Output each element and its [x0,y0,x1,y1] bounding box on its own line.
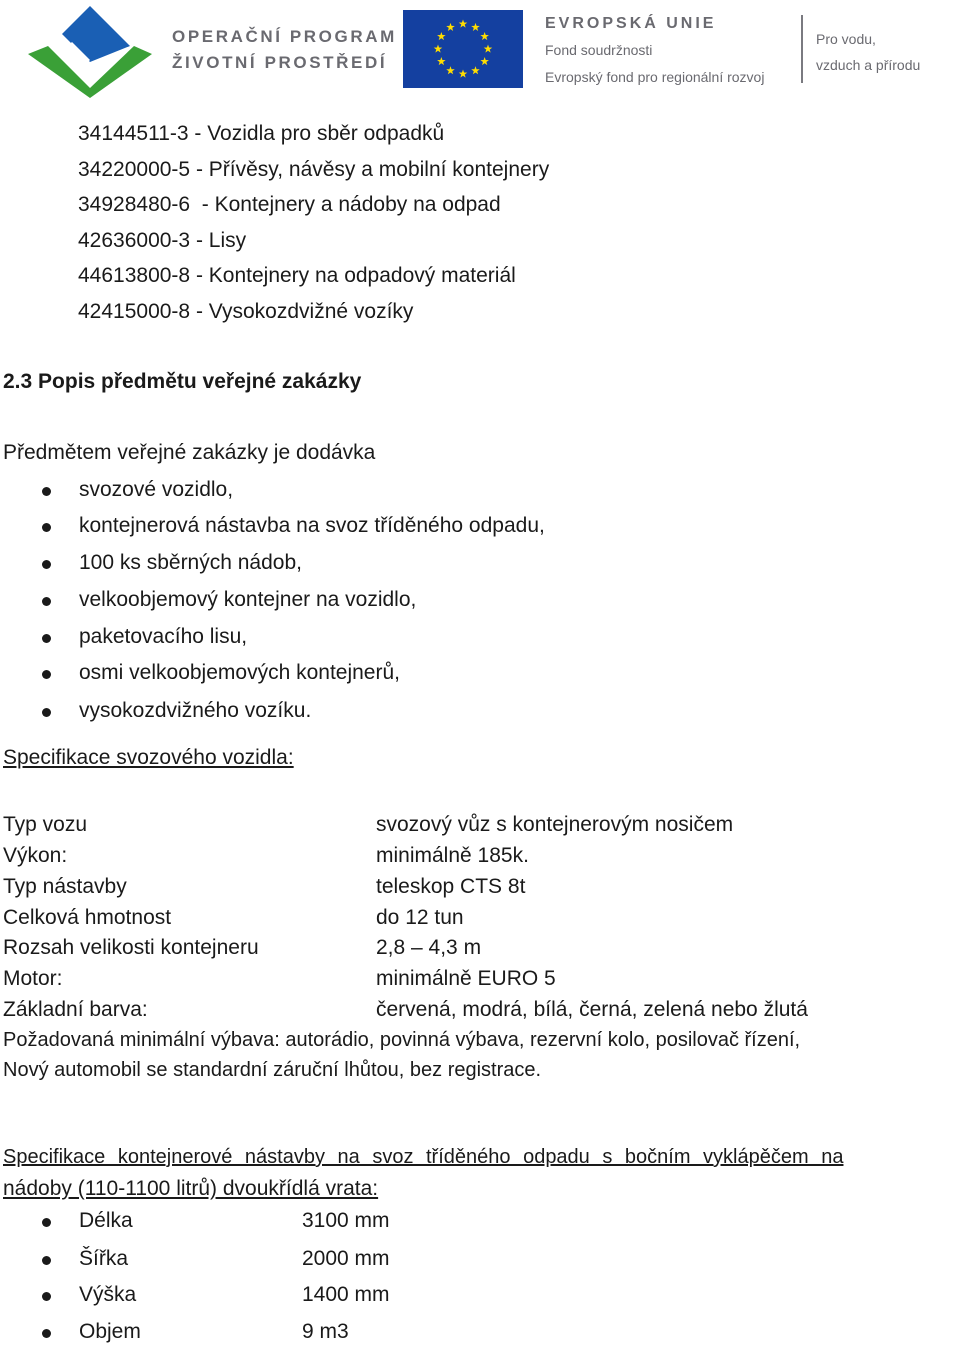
dimension-value: 1400 mm [302,1283,390,1306]
section-heading: 2.3 Popis předmětu veřejné zakázky [3,370,362,393]
cpv-code-1: 34144511-3 - Vozidla pro sběr odpadků [78,122,445,145]
cpv-code-6: 42415000-8 - Vysokozdvižné vozíky [78,300,414,323]
list-item: kontejnerová nástavba na svoz tříděného odpadu, [79,514,545,537]
dimension-label: Šířka [79,1247,129,1270]
list-item: vysokozdvižného vozíku. [79,699,312,722]
bullet-icon [42,670,51,679]
eu-title: EVROPSKÁ UNIE [545,15,717,32]
op-line-1: OPERAČNÍ PROGRAM [172,27,397,46]
dimension-label: Délka [79,1209,133,1232]
eu-text-block [545,10,764,91]
equipment-line-1: Požadovaná minimální výbava: autorádio, povinná výbava, rezervní kolo, posilovač řízení, [3,1029,801,1051]
section-intro: Předmětem veřejné zakázky je dodávka [3,441,376,464]
eu-fund-1: Fond soudržnosti [545,42,653,58]
bullet-icon [42,634,51,643]
motto [816,26,920,78]
cpv-code-3: 34928480-6 - Kontejnery a nádoby na odpad [78,193,501,216]
spec-value: 2,8 – 4,3 m [376,936,482,959]
spec-value: červená, modrá, bílá, černá, zelená nebo žlutá [376,998,808,1021]
body-spec-heading-2: nádoby (110-1100 litrů) dvoukřídlá vrata: [3,1177,379,1200]
spec-label: Rozsah velikosti kontejneru [3,936,259,959]
spec-label: Základní barva: [3,998,148,1021]
eu-flag-icon [403,10,523,88]
spec-value: minimálně 185k. [376,844,529,867]
dimension-label: Objem [79,1320,141,1343]
list-item: velkoobjemový kontejner na vozidlo, [79,588,417,611]
cpv-code-2: 34220000-5 - Přívěsy, návěsy a mobilní kontejnery [78,158,550,181]
spec-label: Výkon: [3,844,68,867]
spec-label: Celková hmotnost [3,906,172,929]
list-item: paketovacího lisu, [79,625,248,648]
spec-value: minimálně EURO 5 [376,967,556,990]
list-item: svozové vozidlo, [79,478,234,501]
bullet-icon [42,1292,51,1301]
bullet-icon [42,708,51,717]
spec-value: teleskop CTS 8t [376,875,526,898]
dimension-label: Výška [79,1283,137,1306]
spec-label: Motor: [3,967,63,990]
op-program-name [172,24,397,76]
spec-value: svozový vůz s kontejnerovým nosičem [376,813,734,836]
equipment-line-2: Nový automobil se standardní záruční lhůtou, bez registrace. [3,1059,542,1081]
bullet-icon [42,1218,51,1227]
cpv-code-5: 44613800-8 - Kontejnery na odpadový materiál [78,264,516,287]
bullet-icon [42,487,51,496]
op-line-2: ŽIVOTNÍ PROSTŘEDÍ [172,53,388,72]
list-item: osmi velkoobjemových kontejnerů, [79,661,400,684]
cpv-code-4: 42636000-3 - Lisy [78,229,247,252]
list-item: 100 ks sběrných nádob, [79,551,302,574]
eu-fund-2: Evropský fond pro regionální rozvoj [545,69,765,85]
bullet-icon [42,523,51,532]
motto-line-2: vzduch a přírodu [816,57,921,73]
motto-line-1: Pro vodu, [816,31,876,47]
dimension-value: 3100 mm [302,1209,390,1232]
spec-label: Typ vozu [3,813,88,836]
dimension-value: 9 m3 [302,1320,349,1343]
bullet-icon [42,1256,51,1265]
header-divider [801,15,803,83]
bullet-icon [42,597,51,606]
bullet-icon [42,560,51,569]
spec-label: Typ nástavby [3,875,127,898]
vehicle-spec-heading: Specifikace svozového vozidla: [3,746,294,769]
dimension-value: 2000 mm [302,1247,390,1270]
spec-value: do 12 tun [376,906,464,929]
bullet-icon [42,1329,51,1338]
op-zp-logo [26,2,154,98]
body-spec-heading-1: Specifikace kontejnerové nástavby na svoz tříděného odpadu s bočním vyklápěčem na [3,1146,844,1168]
